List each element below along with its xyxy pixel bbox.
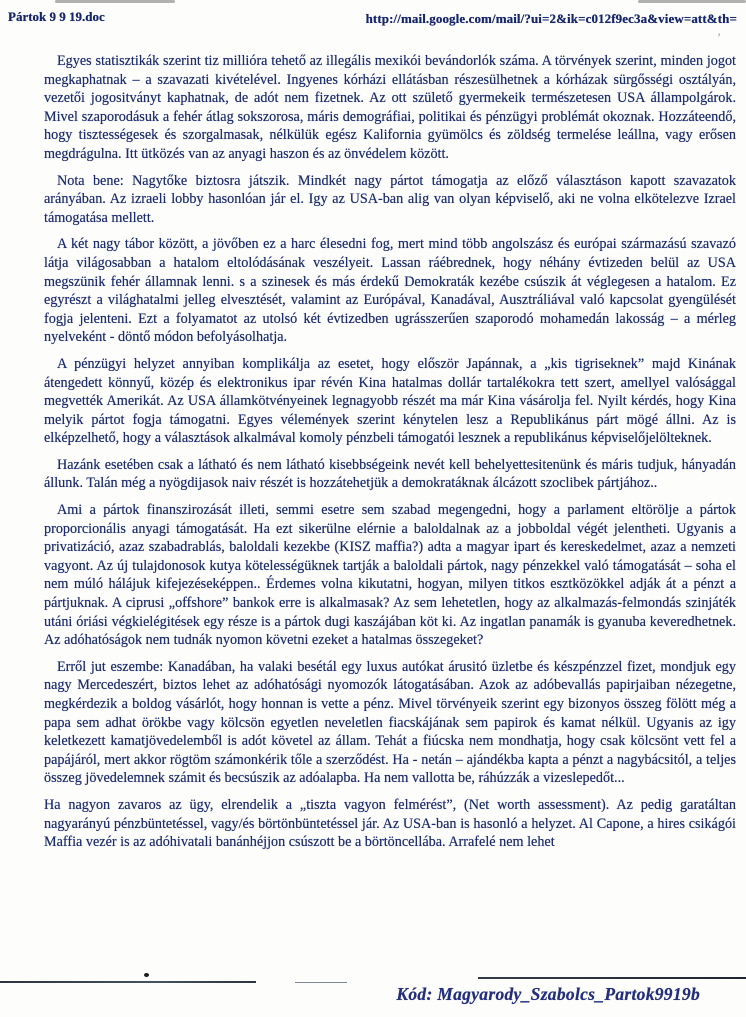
paragraph-immigration: Egyes statisztikák szerint tiz millióra tehető az illegális mexikói bevándorlók száma. A törvények szerint, minden jogot megkaphatnak – a szavazati kivételével. Ingyenes kórházi ellátásban részesülhetnek a kórházak sürgősségi osztályán, vezetői jogositványt kaphatnak, de adót nem fizetnek. Az ott születő gyermekeik természetesen USA állampolgárok. Mivel szaporodásuk a fehér átlag sokszorosa, máris demográfiai, politikai és pénzügyi problémát okoznak. Hozzáteendő, hogy tisztességesek és szorgalmasak, nélkülük egész Kalifornia gyümölcs és zöldség termelése leállna, vagy erősen megdrágulna. Itt ütközés van az anyagi haszon és az önvédelem között. <box>44 53 736 162</box>
scan-edge-smudge <box>638 0 746 3</box>
paragraph-two-camps: A két nagy tábor között, a jövőben ez a harc élesedni fog, mert mind több angolszász és európai származású szavazó látja világosabban a hatalom eltolódásának veszélyeit. Lassan ráébrednek, hogy néhány évtizeden belül az USA megszünik fehér államnak lenni. s a szinesek és más érdekű Demokraták kezébe csúszik át véglegesen a hatalom. Ez egyrészt a világhatalmi jelleg elvesztését, valamint az Európával, Kanadával, Ausztráliával való kapcsolat gyengülését fogja jelenteni. Ezt a folyamatot az utolsó két évtizedben ugrásszerűen szaporodó mohamedán lakosság – a mérleg nyelveként - döntő módon befolyásolhatja. <box>44 236 736 346</box>
scan-rule-segment-right <box>478 977 746 979</box>
footer-code: Kód: Magyarody_Szabolcs_Partok9919b <box>396 984 700 1004</box>
paragraph-party-financing: Ami a pártok finanszirozását illeti, semmi esetre sem szabad megengedni, hogy a parlament eltörölje a pártok proporcionális anyagi támogatását. Ha ezt sikerülne elérnie a baloldalnak az a jobboldal végét jelentheti. Ugyanis a privatizáció, azaz szabadrablás, baloldali kezekbe (KISZ maffia?) adta a magyar ipart és kereskedelmet, azaz a nemzeti vagyont. Az új tulajdonosok kutya kötelességüknek tartják a baloldali pártok, nagy pénzekkel való támogatását – soha el nem múló hálájuk kifejezéseképpen.. Érdemes volna kikutatni, hogyan, milyen titkos esztközökkel adják át a pénzt a pártjuknak. A ciprusi „offshore” bankok erre is alkalmasak? Az sem lehetetlen, hogy az alkalmazás-felmondás szinjáték utáni óriási végkielégitések egy része is a pártok dugi kaszájában köt ki. Az ingatlan panamák is gyanuba keveredhetnek. Az adóhatóságok nem tudnák nyomon követni ezeket a hatalmas összegeket? <box>44 502 736 649</box>
scan-rule-segment-left <box>0 981 256 983</box>
scan-edge-smudge <box>55 0 175 3</box>
document-filename: Pártok 9 9 19.doc <box>8 9 105 24</box>
paragraph-net-worth: Ha nagyon zavaros az ügy, elrendelik a „tiszta vagyon felmérést”, (Net worth assessment). Az pedig garatáltan nagyarányú pénzbüntetéssel, vagy/és börtönbüntetéssel jár. Az USA-ban is hasonló a helyzet. Al Capone, a hires csikágói Maffia vezér is az adóhivatali banánhéjjon csúszott be a börtöncellába. Arrafelé nem lehet <box>44 796 736 851</box>
document-url: http://mail.google.com/mail/?ui=2&ik=c012f9ec3a&view=att&th= <box>365 11 737 26</box>
scan-stray-mark: ’ <box>717 30 721 44</box>
scan-dot-artifact <box>144 973 149 977</box>
paragraph-nota-bene: Nota bene: Nagytőke biztosra játszik. Mindkét nagy pártot támogatja az előző választáson kapott szavazatok arányában. Az izraeli lobby hasonlóan jár el. Igy az USA-ban alig van olyan képviselő, aki ne volna elkötelezve Izrael támogatása mellett. <box>44 172 736 226</box>
paragraph-financial-china: A pénzügyi helyzet annyiban komplikálja az esetet, hogy először Japánnak, a „kis tigriseknek” majd Kinának átengedett könnyű, közép és elektronikus ipar révén Kina hatalmas dollár tartalékokra tett szert, amellyel valósággal megvették Amerikát. Az USA államkötvényeinek legnagyobb részét ma már Kina vásárolja fel. Nyilt kérdés, hogy Kina melyik pártot fogja támogatni. Egyes vélemények szerint kénytelen lesz a Republikánus párt mögé állni. Az is elképzelhető, hogy a választások alkalmával komoly pénzbeli támogatói lesznek a republikánus képviselőjelölteknek. <box>44 355 736 447</box>
scan-rule-segment-middle <box>295 982 347 983</box>
paragraph-canada-tax: Erről jut eszembe: Kanadában, ha valaki besétál egy luxus autókat árusitó üzletbe és készpénzzel fizet, mondjuk egy nagy Mercedeszért, biztos lehet az adóhatósági nyomozók látogatásában. Azok az adóbevallás papirjaiban nézegetne, megkérdezik a boldog vásárlót, hogy honnan is vette a pénz. Mivel törvényeik szerint egy bizonyos összeg fölött még a papa sem adhat örökbe vagy kölcsön egyetlen neveletlen fiacskájának sem papirok és kamat nélkül. Ugyanis az igy keletkezett kamatjövedelemből is adót követel az állam. Tehát a fiúcska nem mondhatja, hogy csak kölcsönt vett fel a papájáról, mert akkor rögtöm számonkérik tőle a szerződést. Ha - netán – ajándékba kapta a pénzt a nagybácsitól, a teljes összeg jövedelemnek számit és becsúszik az adóalapba. Ha nem vallotta be, ráhúzzák a vizeslepedőt... <box>44 658 736 787</box>
document-body <box>44 52 736 974</box>
paragraph-hungary: Hazánk esetében csak a látható és nem látható kisebbségeink nevét kell behelyettesitenünk és máris tudjuk, hányadán állunk. Talán még a nyögdijasok naiv részét is hozzátehetjük a demokratáknak álcázott szoclibek pártjához.. <box>44 456 736 492</box>
